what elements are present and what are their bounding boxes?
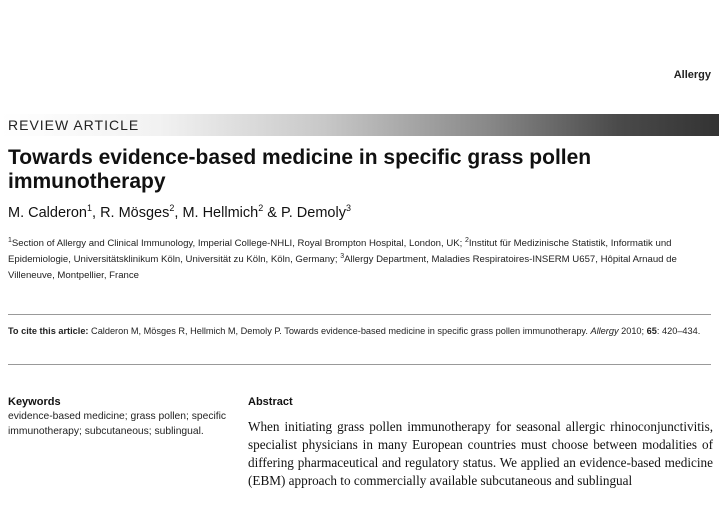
divider xyxy=(8,314,711,315)
affiliation-text: Allergy Department, Maladies Respiratoires-INSERM U657, Hôpital Arnaud de Villeneuve, Montpellier, France xyxy=(8,254,677,281)
citation-journal: Allergy xyxy=(590,326,619,336)
abstract-heading: Abstract xyxy=(248,396,293,408)
journal-name: Allergy xyxy=(673,69,711,81)
affiliations xyxy=(8,236,708,284)
affiliation-text: Section of Allergy and Clinical Immunology, Imperial College-NHLI, Royal Brompton Hospital, London, UK; xyxy=(11,238,465,249)
author-list xyxy=(8,205,351,221)
author-affil-marker: 1 xyxy=(86,203,92,213)
citation-volume: 65 xyxy=(646,326,657,336)
abstract-body xyxy=(248,418,713,488)
affil-marker: 3 xyxy=(340,253,345,260)
author-name: M. Hellmich xyxy=(182,205,259,221)
keywords-text: evidence-based medicine; grass pollen; specific immunotherapy; subcutaneous; sublingual. xyxy=(8,411,227,437)
section-label: REVIEW ARTICLE xyxy=(8,117,140,133)
affil-marker: 2 xyxy=(464,237,469,244)
author-affil-marker: 2 xyxy=(258,203,264,213)
article-title: Towards evidence-based medicine in specific grass pollen immunotherapy xyxy=(8,146,592,193)
section-banner xyxy=(0,114,719,136)
citation-label: To cite this article: xyxy=(8,326,89,336)
affiliation-text: Institut für Medizinische Statistik, Informatik und Epidemiologie, Universitätsklinikum Köln, Universität zu Köln, Köln, Germany; xyxy=(8,238,672,265)
author-separator: & xyxy=(263,205,281,221)
affil-marker: 1 xyxy=(8,237,12,244)
author-name: M. Calderon xyxy=(8,205,87,221)
citation-year: 2010; xyxy=(618,326,647,336)
author-affil-marker: 3 xyxy=(345,203,351,213)
author-name: R. Mösges xyxy=(100,205,170,221)
citation-pages: : 420–434. xyxy=(656,326,701,336)
keywords-heading: Keywords xyxy=(8,396,61,408)
citation xyxy=(8,323,713,340)
citation-text: Calderon M, Mösges R, Hellmich M, Demoly P. Towards evidence-based medicine in specific grass pollen immunotherapy. xyxy=(88,326,591,336)
author-name: P. Demoly xyxy=(280,205,346,221)
author-separator: , xyxy=(174,205,183,221)
divider xyxy=(8,364,711,365)
author-affil-marker: 2 xyxy=(169,203,175,213)
abstract-text: When initiating grass pollen immunotherapy for seasonal allergic rhinoconjunctivitis, specialist physicians in many European countries must choose between modalities of differing pharmaceutical and regulatory status. We applied an evidence-based medicine (EBM) approach to commercially available subcutaneous and sublingual xyxy=(248,419,713,488)
author-separator: , xyxy=(92,205,101,221)
